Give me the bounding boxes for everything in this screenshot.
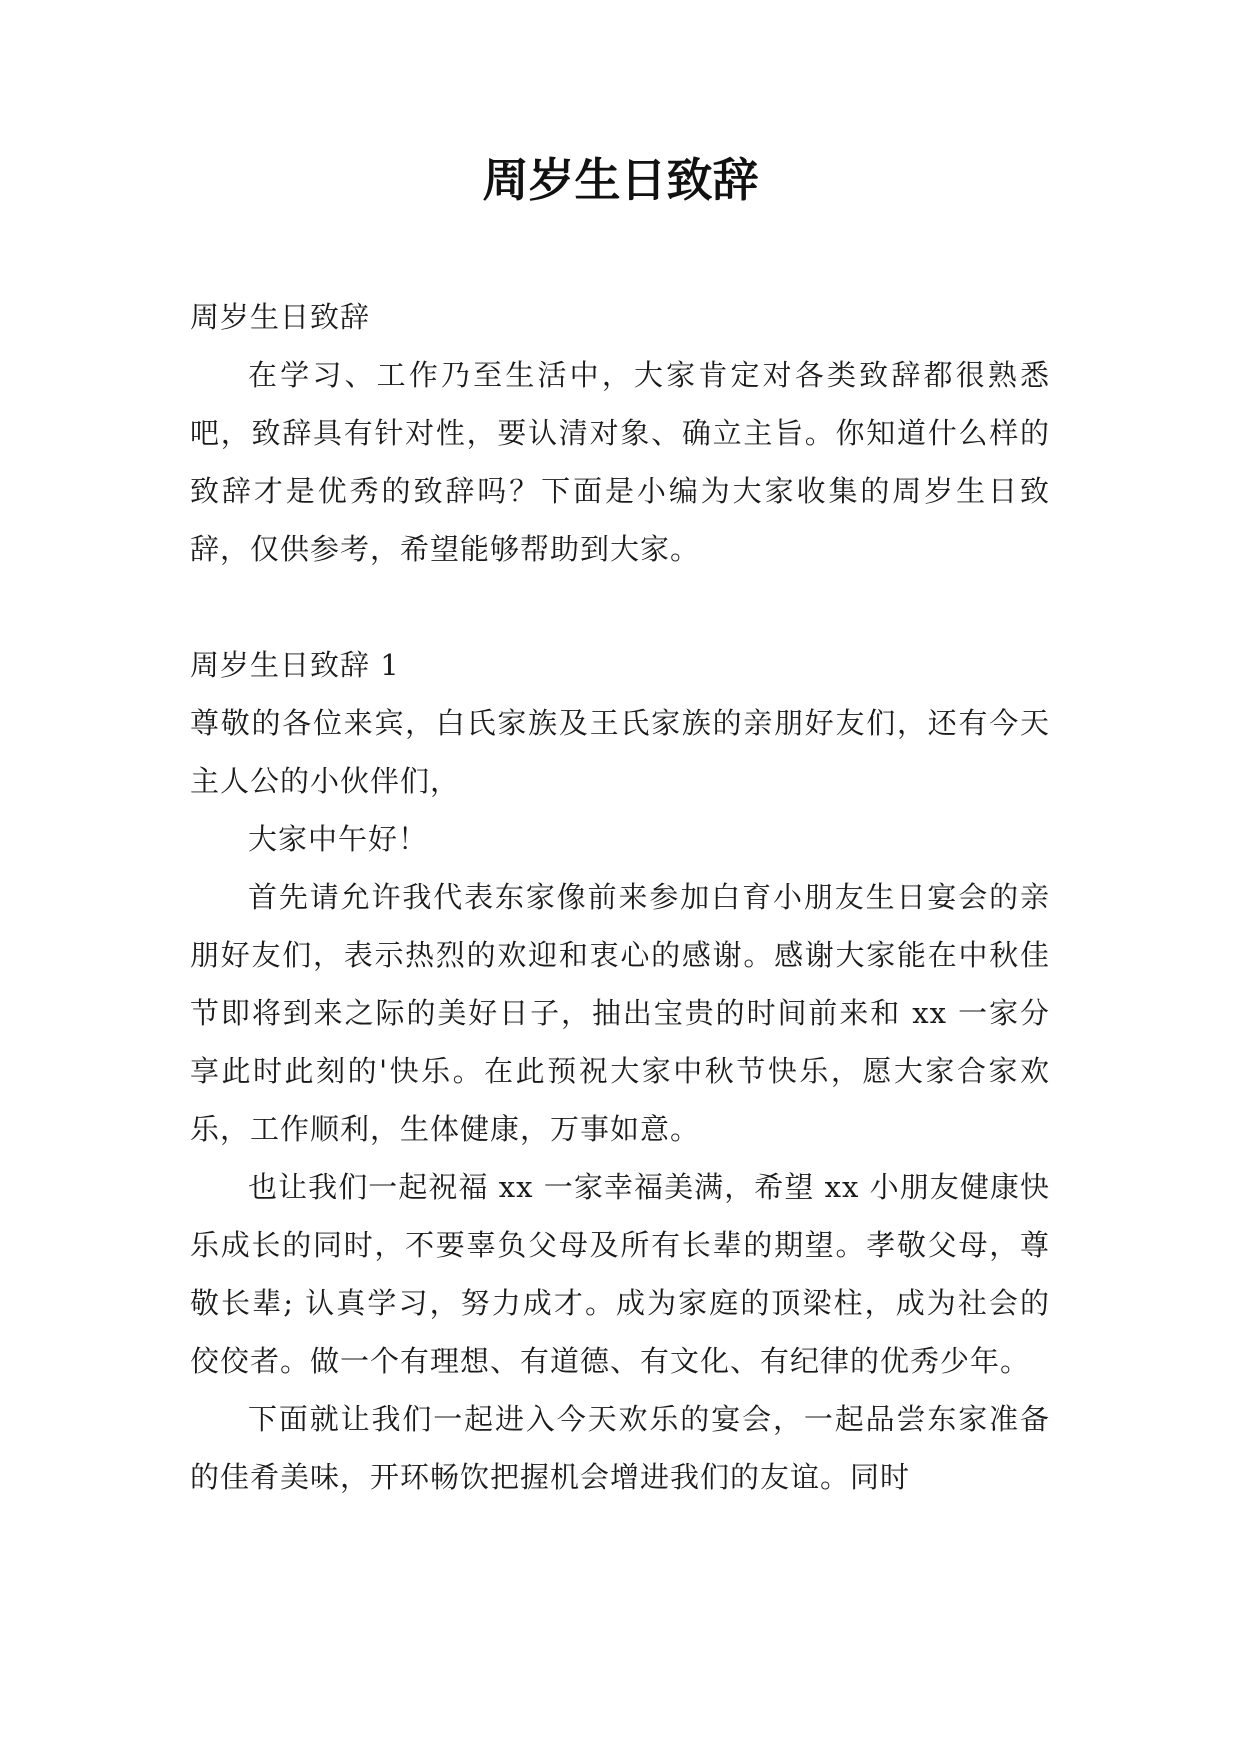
salutation-paragraph: 尊敬的各位来宾，白氏家族及王氏家族的亲朋好友们，还有今天主人公的小伙伴们， [190, 706, 1050, 798]
greeting-paragraph: 大家中午好！ [248, 822, 429, 856]
body-paragraph-2: 也让我们一起祝福 xx 一家幸福美满，希望 xx 小朋友健康快乐成长的同时，不要辜负父母及所有长辈的期望。孝敬父母，尊敬长辈; 认真学习，努力成才。成为家庭的顶梁柱，成为社会的佼佼者。做一个有理想、有道德、有文化、有纪律的优秀少年。 [190, 1170, 1050, 1378]
subtitle: 周岁生日致辞 [190, 300, 371, 334]
section-spacer [190, 578, 1050, 636]
document-title: 周岁生日致辞 [482, 153, 759, 207]
body-paragraph-1: 首先请允许我代表东家像前来参加白育小朋友生日宴会的亲朋好友们，表示热烈的欢迎和衷心的感谢。感谢大家能在中秋佳节即将到来之际的美好日子，抽出宝贵的时间前来和 xx 一家分享此时此刻的'快乐。在此预祝大家中秋节快乐，愿大家合家欢乐，工作顺利，生体健康，万事如意。 [190, 880, 1050, 1146]
section-heading: 周岁生日致辞 1 [190, 648, 400, 682]
document-body [190, 288, 1050, 1506]
body-paragraph-3: 下面就让我们一起进入今天欢乐的宴会，一起品尝东家准备的佳肴美味，开环畅饮把握机会增进我们的友谊。同时 [190, 1402, 1050, 1494]
intro-paragraph: 在学习、工作乃至生活中，大家肯定对各类致辞都很熟悉吧，致辞具有针对性，要认清对象、确立主旨。你知道什么样的致辞才是优秀的致辞吗？下面是小编为大家收集的周岁生日致辞，仅供参考，希望能够帮助到大家。 [190, 358, 1050, 566]
